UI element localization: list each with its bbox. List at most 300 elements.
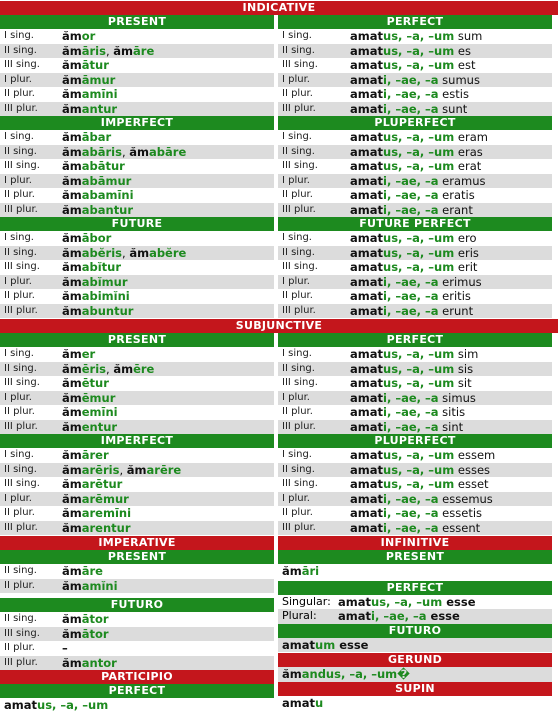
verb-form [350, 102, 467, 117]
table-row [0, 304, 274, 319]
verb-stem: ăm [62, 390, 82, 405]
verb-auxiliary: erunt [438, 303, 474, 318]
verb-ending: us, –a, –um [383, 231, 455, 245]
person-label: III sing. [4, 59, 40, 70]
person-label: II sing. [4, 246, 37, 258]
table-row [278, 246, 552, 261]
table-row [278, 463, 552, 478]
person-label: II plur. [282, 290, 313, 301]
verb-stem: amat [350, 87, 384, 101]
person-label: III sing. [4, 478, 40, 489]
gerund-header: GERUND [278, 653, 552, 667]
verb-ending: arēmur [81, 491, 129, 506]
verb-stem: ăm [62, 419, 82, 434]
person-label: I sing. [282, 232, 312, 243]
verb-ending: abĭmur [81, 274, 128, 289]
tense-pair [0, 217, 558, 318]
verb-form [350, 521, 480, 536]
verb-form [350, 405, 465, 420]
verb-ending: or [81, 29, 96, 43]
table-row [0, 73, 274, 88]
verb-form [350, 231, 476, 246]
verb-stem-alt: ăm [113, 361, 134, 376]
verb-auxiliary: sunt [438, 101, 468, 116]
person-label: II plur. [282, 88, 313, 99]
person-label: II plur. [4, 507, 35, 518]
verb-auxiliary: eras [454, 144, 483, 159]
verb-stem: – [62, 641, 68, 655]
verb-form [350, 376, 472, 391]
imperative-futuro-header: FUTURO [0, 598, 274, 612]
verb-ending: ātor [81, 612, 109, 626]
verb-ending: us, –a, –um [383, 448, 455, 462]
verb-stem: amat [350, 173, 384, 188]
verb-stem: ăm [62, 448, 82, 462]
verb-ending: i, –ae, –a [383, 506, 439, 520]
verb-ending: i, –ae, –a [383, 72, 439, 87]
verb-form [62, 448, 109, 463]
verb-auxiliary: , [105, 43, 114, 58]
verb-ending-alt: abĕre [149, 245, 187, 260]
verb-stem: ăm [62, 274, 82, 289]
verb-ending: us, –a, –um [383, 144, 455, 159]
verb-form [338, 595, 476, 610]
verb-ending: ābor [81, 231, 112, 245]
table-row [0, 405, 274, 420]
table-row [0, 87, 274, 102]
person-label: I sing. [282, 30, 312, 41]
tense-header: PLUPERFECT [278, 116, 552, 130]
infinitive-futuro-header: FUTURO [278, 624, 552, 638]
verb-auxiliary: sit [454, 376, 472, 390]
verb-stem: ăm [62, 520, 82, 535]
tense-header: PERFECT [278, 333, 552, 347]
person-label: III sing. [4, 627, 40, 639]
verb-form [350, 246, 479, 261]
verb-form [62, 405, 118, 420]
verb-auxiliary: essetis [438, 506, 483, 520]
verb-stem: amat [350, 260, 384, 274]
verb-form [62, 188, 134, 203]
table-row [0, 420, 274, 435]
tense-column [0, 116, 274, 217]
verb-stem: amat [350, 520, 384, 535]
table-row [278, 304, 552, 319]
verb-ending: ēmur [81, 390, 116, 405]
verb-stem: amat [338, 609, 372, 623]
table-row [278, 58, 552, 73]
supin-header: SUPIN [278, 682, 552, 696]
verb-form [350, 448, 495, 463]
verb-ending: āris [81, 43, 106, 58]
verb-ending: arentur [81, 520, 131, 535]
verb-ending: i, –ae, –a [383, 390, 439, 405]
verb-stem: ăm [62, 347, 82, 361]
person-label: III plur. [4, 420, 38, 432]
verb-form [350, 463, 490, 478]
verb-ending: ēris [81, 361, 107, 376]
participio-perfect-header: PERFECT [0, 684, 274, 698]
table-row [278, 595, 552, 610]
verb-stem: ăm [62, 72, 82, 87]
verb-ending: abĕris [81, 245, 122, 260]
person-label: I sing. [282, 449, 312, 460]
imperative-futuro-rows [0, 612, 274, 670]
verb-form [62, 231, 111, 246]
verb-ending: i, –ae, –a [383, 491, 439, 506]
tense-pair [0, 333, 558, 434]
verb-stem: amat [350, 159, 384, 173]
table-row [0, 58, 274, 73]
verb-form [62, 73, 115, 88]
verb-stem: amat [350, 506, 384, 520]
verb-form [62, 521, 131, 536]
verb-ending: i, –ae, –a [383, 101, 439, 116]
verb-stem: ăm [62, 462, 82, 477]
conjugation-table [0, 1, 558, 713]
infinitive-column [278, 536, 552, 713]
participio-perfect-value: amatus, –a, –um [4, 698, 109, 712]
verb-ending: āre [81, 564, 103, 578]
table-row [0, 174, 274, 189]
verb-stem: ăm [62, 578, 82, 593]
table-row [0, 347, 274, 362]
table-row [0, 506, 274, 521]
verb-ending: arētur [81, 477, 123, 491]
verb-form [350, 362, 473, 377]
verb-ending: antur [81, 101, 118, 116]
table-row [0, 260, 274, 275]
verb-ending: abāris [81, 144, 122, 159]
table-row [0, 612, 274, 627]
verb-form [62, 87, 118, 102]
person-label: I sing. [4, 30, 34, 41]
table-row [0, 463, 274, 478]
verb-stem: ăm [62, 260, 82, 274]
person-label: II sing. [4, 565, 37, 576]
verb-stem: ăm [62, 58, 82, 72]
table-row [0, 448, 274, 463]
indicative-section [0, 15, 558, 318]
verb-ending: i, –ae, –a [371, 609, 427, 623]
verb-stem: amat [350, 274, 384, 289]
verb-auxiliary: esse [426, 609, 460, 623]
verb-auxiliary: erant [438, 202, 473, 217]
table-row [0, 521, 274, 536]
verb-ending: us, –a, –um [383, 58, 455, 72]
tense-pair [0, 15, 558, 116]
verb-ending: ātor [81, 626, 109, 641]
verb-ending: us, –a, –um [371, 594, 443, 609]
verb-stem: amat [350, 347, 384, 361]
verb-stem: amat [350, 448, 384, 462]
verb-ending: ābar [81, 130, 112, 144]
verb-stem: amat [350, 231, 384, 245]
verb-stem: ăm [62, 376, 82, 390]
verb-form [62, 289, 130, 304]
infinitive-present-header: PRESENT [278, 550, 552, 564]
verb-ending: abimĭni [81, 289, 130, 303]
person-label: III sing. [282, 59, 318, 70]
table-row [278, 231, 552, 246]
infinitive-header: INFINITIVE [278, 536, 552, 550]
verb-stem: ăm [62, 173, 82, 188]
verb-auxiliary: esset [454, 477, 489, 491]
table-row [278, 159, 552, 174]
verb-auxiliary: ero [454, 231, 477, 245]
verb-auxiliary: esse [442, 594, 476, 609]
infinitive-present-value: ămāri [282, 564, 320, 578]
verb-form [62, 304, 133, 319]
verb-auxiliary: erat [454, 159, 482, 173]
person-label: II plur. [4, 642, 35, 653]
table-row [0, 391, 274, 406]
verb-ending: abuntur [81, 303, 134, 318]
verb-form [350, 174, 486, 189]
verb-stem: amat [350, 72, 384, 87]
verb-auxiliary: , [119, 462, 127, 477]
table-row [278, 73, 552, 88]
person-label: III sing. [282, 160, 318, 171]
verb-form [62, 420, 117, 435]
tense-column [278, 217, 552, 318]
verb-ending: abāmur [81, 173, 132, 188]
verb-form [350, 347, 478, 362]
verb-auxiliary: sim [454, 347, 479, 361]
person-label: I plur. [282, 492, 310, 504]
verb-stem-alt: ăm [129, 245, 150, 260]
verb-stem: amat [350, 462, 384, 477]
tense-column [278, 333, 552, 434]
verb-ending-alt: āre [133, 43, 155, 58]
person-label: II sing. [282, 463, 315, 475]
tense-column [0, 217, 274, 318]
table-row [0, 492, 274, 507]
verb-form [62, 362, 154, 377]
table-row [278, 174, 552, 189]
verb-ending: us, –a, –um [383, 462, 455, 477]
verb-form [62, 275, 128, 290]
verb-ending: us, –a, –um [383, 29, 455, 43]
verb-form [62, 477, 122, 492]
verb-stem: ăm [62, 626, 82, 641]
person-label: I sing. [282, 131, 312, 142]
verb-ending: i, –ae, –a [383, 520, 439, 535]
verb-ending: us, –a, –um [383, 245, 455, 260]
person-label: III plur. [4, 304, 38, 316]
verb-auxiliary: essemus [438, 491, 493, 506]
person-label: III plur. [282, 420, 316, 432]
table-row [278, 188, 552, 203]
verb-ending: amīni [81, 87, 118, 101]
verb-stem: amat [338, 594, 372, 609]
verb-ending: i, –ae, –a [383, 419, 439, 434]
table-row [0, 656, 274, 671]
verb-auxiliary: estis [438, 87, 469, 101]
verb-ending: i, –ae, –a [383, 173, 439, 188]
verb-auxiliary: es [454, 43, 471, 58]
indicative-header: INDICATIVE [0, 1, 558, 15]
person-label: III sing. [4, 377, 40, 388]
subjunctive-section [0, 333, 558, 535]
verb-ending: us, –a, –um [383, 260, 455, 274]
person-label: III plur. [4, 102, 38, 114]
table-row [0, 564, 274, 579]
verb-form [62, 246, 186, 261]
table-row [278, 347, 552, 362]
table-row [0, 44, 274, 59]
verb-form [350, 492, 493, 507]
verb-ending: ārer [81, 448, 109, 462]
verb-stem: amat [350, 130, 384, 144]
person-label: II plur. [4, 406, 35, 417]
person-label: I sing. [4, 348, 34, 359]
verb-ending-alt: ēre [133, 361, 155, 376]
tense-header: FUTURE [0, 217, 274, 231]
table-row [0, 188, 274, 203]
verb-stem: amat [350, 477, 384, 491]
table-row [278, 521, 552, 536]
verb-form [338, 609, 460, 624]
number-label: Plural: [282, 609, 317, 622]
person-label: II sing. [282, 44, 315, 56]
tense-header: FUTURE PERFECT [278, 217, 552, 231]
table-row [0, 29, 274, 44]
verb-form [62, 58, 109, 73]
verb-form [62, 612, 109, 627]
table-row [278, 203, 552, 218]
table-row [278, 376, 552, 391]
verb-ending: emīni [81, 405, 118, 419]
person-label: II sing. [4, 463, 37, 475]
tense-pair [0, 434, 558, 535]
verb-form [350, 289, 471, 304]
verb-stem: amat [350, 188, 384, 202]
verb-form [350, 145, 483, 160]
table-row [278, 420, 552, 435]
table-row [278, 477, 552, 492]
table-row [0, 579, 274, 594]
verb-auxiliary: sint [438, 419, 464, 434]
verb-ending: ētur [81, 376, 109, 390]
verb-form [62, 174, 131, 189]
verb-ending: us, –a, –um [383, 361, 455, 376]
tense-header: IMPERFECT [0, 434, 274, 448]
verb-auxiliary: eris [454, 245, 479, 260]
verb-auxiliary: erimus [438, 274, 482, 289]
verb-auxiliary: sis [454, 361, 474, 376]
table-row [0, 275, 274, 290]
person-label: II sing. [4, 362, 37, 374]
person-label: III plur. [282, 304, 316, 316]
verb-stem: amat [350, 289, 384, 303]
tense-column [278, 434, 552, 535]
verb-form [350, 260, 477, 275]
verb-stem-alt: ăm [126, 462, 147, 477]
verb-stem: ăm [62, 130, 82, 144]
table-row [278, 29, 552, 44]
verb-stem: amat [350, 58, 384, 72]
verb-auxiliary: esses [454, 462, 491, 477]
verb-auxiliary: simus [438, 390, 476, 405]
verb-form [350, 188, 475, 203]
table-row [278, 130, 552, 145]
verb-ending: aremīni [81, 506, 132, 520]
verb-stem: amat [350, 245, 384, 260]
table-row [0, 159, 274, 174]
person-label: II sing. [282, 246, 315, 258]
tense-header: PRESENT [0, 333, 274, 347]
verb-ending: us, –a, –um [383, 130, 455, 144]
table-row [278, 102, 552, 117]
verb-stem-alt: ăm [129, 144, 150, 159]
verb-form [350, 304, 473, 319]
verb-stem: amat [350, 419, 384, 434]
verb-form [62, 391, 115, 406]
infinitive-perfect-rows [278, 595, 552, 624]
verb-stem: ăm [62, 612, 82, 626]
person-label: III sing. [282, 261, 318, 272]
supin-value: amatu [282, 695, 324, 710]
verb-form [62, 376, 109, 391]
verb-form [62, 203, 133, 218]
verb-form [62, 159, 125, 174]
person-label: I plur. [282, 275, 310, 287]
person-label: II plur. [4, 189, 35, 200]
verb-form [62, 260, 121, 275]
table-row [0, 289, 274, 304]
person-label: I sing. [4, 131, 34, 142]
table-row [0, 130, 274, 145]
table-row [0, 102, 274, 117]
verb-auxiliary: sitis [438, 405, 466, 419]
table-row [0, 627, 274, 642]
person-label: II sing. [4, 613, 37, 624]
person-label: II plur. [282, 189, 313, 200]
verb-stem: ăm [62, 188, 82, 202]
table-row [0, 376, 274, 391]
verb-ending: i, –ae, –a [383, 87, 439, 101]
table-row [278, 362, 552, 377]
tense-column [278, 116, 552, 217]
verb-stem: ăm [62, 303, 82, 318]
person-label: I plur. [4, 275, 32, 287]
verb-ending: i, –ae, –a [383, 274, 439, 289]
verb-stem: amat [350, 144, 384, 159]
verb-ending-alt: arēre [146, 462, 182, 477]
verb-stem: ăm [62, 405, 82, 419]
verb-form [62, 130, 111, 145]
verb-form [350, 29, 482, 44]
verb-ending: abantur [81, 202, 134, 217]
verb-stem: amat [350, 202, 384, 217]
person-label: II sing. [282, 362, 315, 374]
verb-form [350, 203, 473, 218]
person-label: I plur. [282, 391, 310, 403]
table-row [0, 246, 274, 261]
person-label: III plur. [4, 203, 38, 215]
table-row [278, 391, 552, 406]
verb-ending: amĭni [81, 578, 118, 593]
infinitive-perfect-header: PERFECT [278, 581, 552, 595]
table-row [0, 231, 274, 246]
person-label: II sing. [282, 145, 315, 157]
table-row [278, 44, 552, 59]
verb-form [350, 159, 481, 174]
verb-form [62, 656, 117, 671]
verb-form [62, 29, 95, 44]
verb-form [62, 463, 181, 478]
